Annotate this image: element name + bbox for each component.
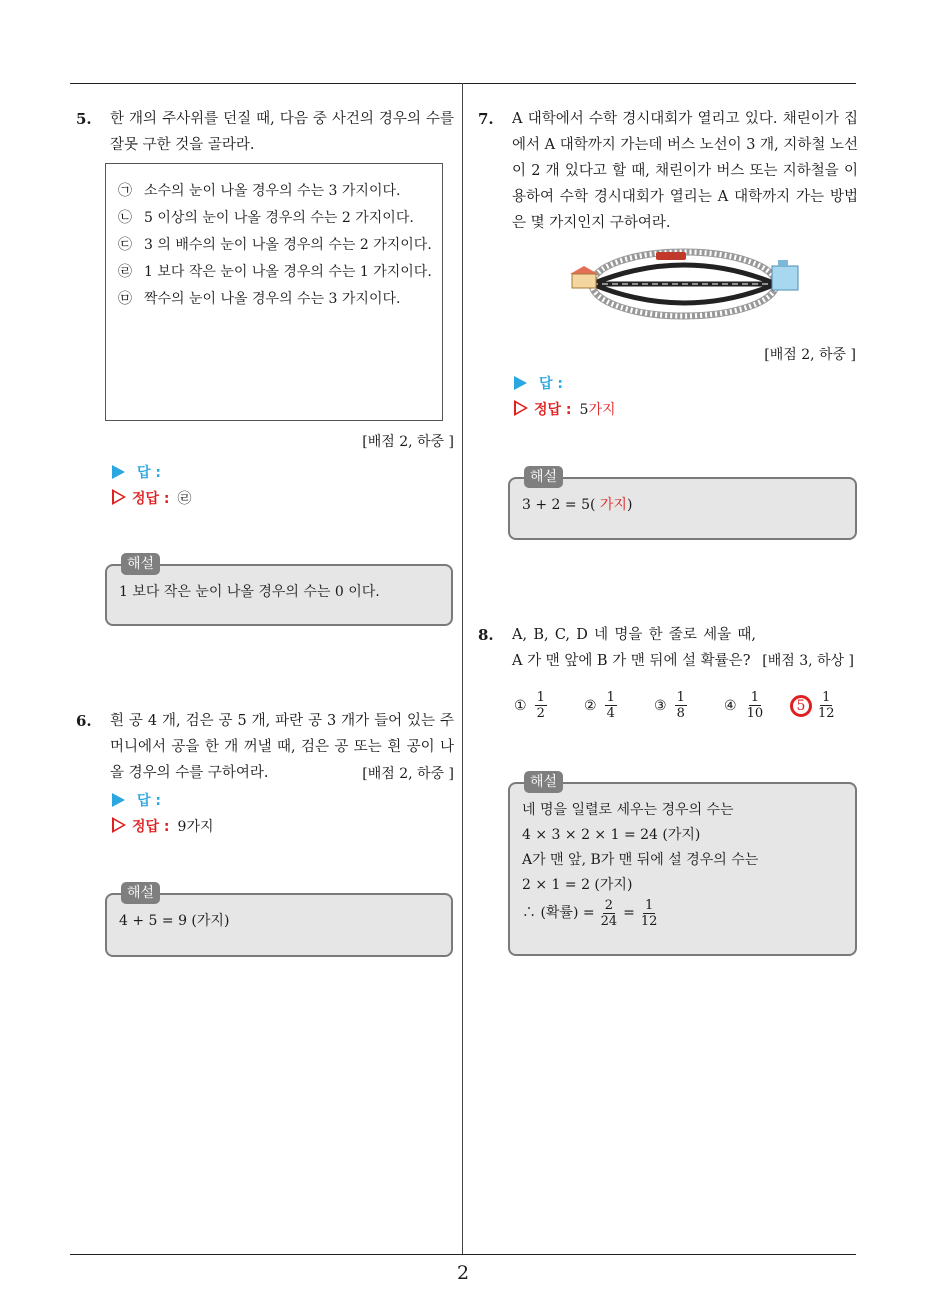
play-arrow-icon — [112, 793, 125, 807]
correct-answer-row: 정답 : ㉣ — [112, 487, 192, 511]
choice-3[interactable]: ③ $\frac{1}{8}$ — [654, 690, 685, 721]
choice-4[interactable]: ④ $\frac{1}{10}$ — [724, 690, 764, 721]
explanation-tag: 해설 — [524, 771, 563, 793]
choice-item: ㉡ 5 이상의 눈이 나올 경우의 수는 2 가지이다. — [118, 210, 414, 226]
fraction: $\frac{1}{4}$ — [606, 690, 615, 721]
explanation-text: 4 + 5 = 9 (가지) — [119, 913, 230, 929]
question-5 — [76, 106, 454, 158]
correct-circle-icon: 5 — [790, 695, 812, 717]
question-number: 7. — [478, 110, 494, 128]
explanation-tag: 해설 — [524, 466, 563, 488]
footer-rule — [70, 1254, 856, 1255]
score-label: [배점 2, 하중 ] — [764, 347, 856, 363]
explanation-line: 4 × 3 × 2 × 1 = 24 (가지) — [522, 827, 701, 843]
choice-5-correct[interactable] — [790, 690, 837, 721]
explanation-line: 2 × 1 = 2 (가지) — [522, 877, 633, 893]
score-label: [배점 3, 하상 ] — [762, 653, 854, 669]
open-arrow-icon — [112, 489, 126, 505]
question-text: A, B, C, D 네 명을 한 줄로 세울 때, A 가 맨 앞에 B 가 맨 뒤에 설 확률은? — [512, 627, 756, 669]
score-label: [배점 2, 하중 ] — [362, 434, 454, 450]
fraction: $\frac{1}{8}$ — [676, 690, 685, 721]
score-label: [배점 2, 하중 ] — [362, 766, 454, 782]
question-text: 한 개의 주사위를 던질 때, 다음 중 사건의 경우의 수를 잘못 구한 것을 골라라. — [110, 111, 454, 153]
choice-item: ㉢ 3 의 배수의 눈이 나올 경우의 수는 2 가지이다. — [118, 237, 432, 253]
fraction: $\frac{1}{2}$ — [536, 690, 545, 721]
explanation-tag: 해설 — [121, 882, 160, 904]
choice-item: ㉠ 소수의 눈이 나올 경우의 수는 3 가지이다. — [118, 183, 401, 199]
choice-2[interactable]: ② $\frac{1}{4}$ — [584, 690, 615, 721]
explanation-text: 1 보다 작은 눈이 나올 경우의 수는 0 이다. — [119, 584, 380, 600]
choice-box — [105, 163, 443, 421]
fraction: $\frac{1}{10}$ — [746, 690, 764, 721]
answer-row: 답 : — [514, 372, 563, 396]
correct-value: 5가지 — [579, 402, 616, 418]
question-number: 6. — [76, 712, 92, 730]
explanation-box — [105, 556, 453, 626]
explanation-box — [105, 885, 453, 957]
explanation-tag: 해설 — [121, 553, 160, 575]
correct-value: 9가지 — [177, 819, 214, 835]
play-arrow-icon — [514, 376, 527, 390]
play-arrow-icon — [112, 465, 125, 479]
explanation-line: ∴ (확률) = $\frac{2}{24}$ = $\frac{1}{12}$ — [522, 898, 658, 929]
choice-1[interactable]: ① $\frac{1}{2}$ — [514, 690, 545, 721]
choice-item: ㉤ 짝수의 눈이 나올 경우의 수는 3 가지이다. — [118, 291, 401, 307]
question-number: 5. — [76, 110, 92, 128]
correct-answer-row: 정답 : 9가지 — [112, 815, 214, 839]
open-arrow-icon — [514, 400, 528, 416]
explanation-line: 네 명을 일렬로 세우는 경우의 수는 — [522, 802, 734, 818]
question-7 — [478, 106, 858, 236]
explanation-line: A가 맨 앞, B가 맨 뒤에 설 경우의 수는 — [522, 852, 759, 868]
column-divider — [462, 83, 463, 1255]
header-rule — [70, 83, 856, 84]
correct-value: ㉣ — [177, 491, 192, 507]
question-number: 8. — [478, 626, 494, 644]
question-text: A 대학에서 수학 경시대회가 열리고 있다. 채린이가 집에서 A 대학까지 가는데 버스 노선이 3 개, 지하철 노선이 2 개 있다고 할 때, 채린이가 버스 또는 지하철을 이용하여 수학 경시대회가 열리는 A 대학까지 가는 방법은 몇 가지인지 구하여라. — [512, 111, 858, 231]
explanation-text: 3 + 2 = 5( 가지) — [522, 497, 633, 513]
choice-item: ㉣ 1 보다 작은 눈이 나올 경우의 수는 1 가지이다. — [118, 264, 432, 280]
correct-answer-row: 정답 : 5가지 — [514, 398, 616, 422]
open-arrow-icon — [112, 817, 126, 833]
answer-row: 답 : — [112, 461, 161, 485]
answer-row: 답 : — [112, 789, 161, 813]
explanation-box — [508, 774, 857, 956]
fraction: $\frac{1}{12}$ — [818, 690, 835, 721]
explanation-box — [508, 469, 857, 540]
page-number: 2 — [456, 1262, 470, 1284]
route-illustration — [566, 244, 802, 324]
question-text: 흰 공 4 개, 검은 공 5 개, 파란 공 3 개가 들어 있는 주머니에서 공을 한 개 꺼낼 때, 검은 공 또는 흰 공이 나올 경우의 수를 구하여라. — [110, 713, 454, 781]
